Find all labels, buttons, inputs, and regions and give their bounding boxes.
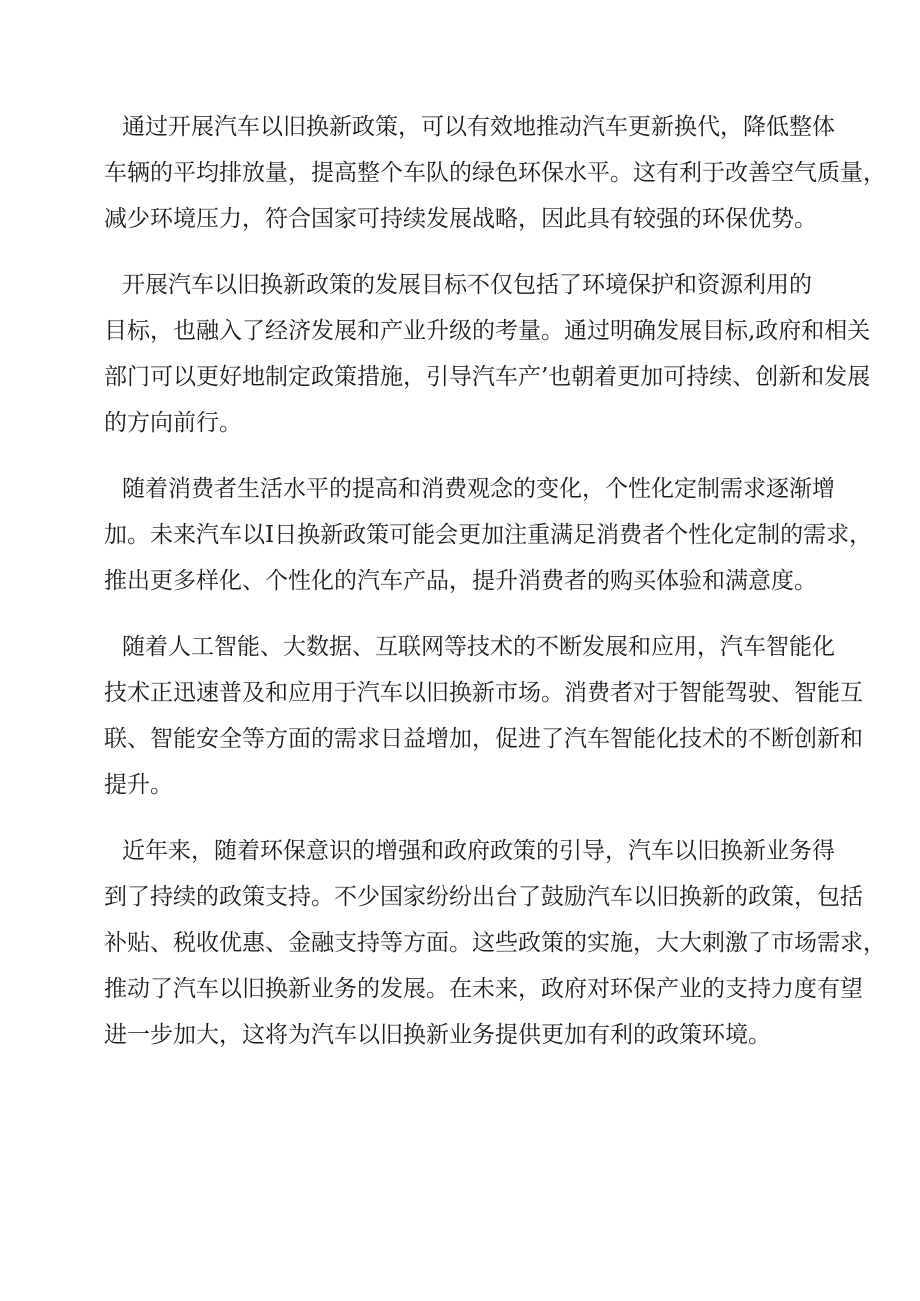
paragraph-line: 车辆的平均排放量，提高整个车队的绿色环保水平。这有利于改善空气质量， xyxy=(104,160,886,186)
paragraph-line: 加。未来汽车以I日换新政策可能会更加注重满足消费者个性化定制的需求， xyxy=(104,522,873,548)
paragraph-line: 提升。 xyxy=(104,772,173,798)
paragraph-line: 到了持续的政策支持。不少国家纷纷出台了鼓励汽车以旧换新的政策，包括 xyxy=(104,884,863,910)
paragraph-line: 联、智能安全等方面的需求日益增加，促进了汽车智能化技术的不断创新和 xyxy=(104,726,863,752)
paragraph-line: 补贴、税收优惠、金融支持等方面。这些政策的实施，大大刺激了市场需求， xyxy=(104,930,886,956)
paragraph-line: 推出更多样化、个性化的汽车产品，提升消费者的购买体验和满意度。 xyxy=(104,568,817,594)
paragraph-policy-support xyxy=(104,828,886,1058)
paragraph-line: 随着消费者生活水平的提高和消费观念的变化，个性化定制需求逐渐增 xyxy=(122,476,835,502)
paragraph-personalized-demand xyxy=(104,466,873,604)
paragraph-environmental-advantage xyxy=(104,104,886,242)
document-body xyxy=(104,104,886,1078)
paragraph-line: 部门可以更好地制定政策措施，引导汽车产’也朝着更加可持续、创新和发展 xyxy=(104,364,871,390)
paragraph-line: 目标，也融入了经济发展和产业升级的考量。通过明确发展目标,政府和相关 xyxy=(104,318,871,344)
paragraph-development-goals xyxy=(104,262,871,446)
paragraph-line: 技术正迅速普及和应用于汽车以旧换新市场。消费者对于智能驾驶、智能互 xyxy=(104,680,863,706)
paragraph-line: 随着人工智能、大数据、互联网等技术的不断发展和应用，汽车智能化 xyxy=(122,634,835,660)
paragraph-intelligent-technology xyxy=(104,624,863,808)
paragraph-line: 推动了汽车以旧换新业务的发展。在未来，政府对环保产业的支持力度有望 xyxy=(104,976,863,1002)
paragraph-line: 进一步加大，这将为汽车以旧换新业务提供更加有利的政策环境。 xyxy=(104,1022,771,1048)
paragraph-line: 减少环境压力，符合国家可持续发展战略，因此具有较强的环保优势。 xyxy=(104,206,817,232)
paragraph-line: 开展汽车以旧换新政策的发展目标不仅包括了环境保护和资源利用的 xyxy=(122,272,812,298)
paragraph-line: 的方向前行。 xyxy=(104,410,242,436)
paragraph-line: 近年来，随着环保意识的增强和政府政策的引导，汽车以旧换新业务得 xyxy=(122,838,835,864)
paragraph-line: 通过开展汽车以旧换新政策，可以有效地推动汽车更新换代，降低整体 xyxy=(122,114,835,140)
